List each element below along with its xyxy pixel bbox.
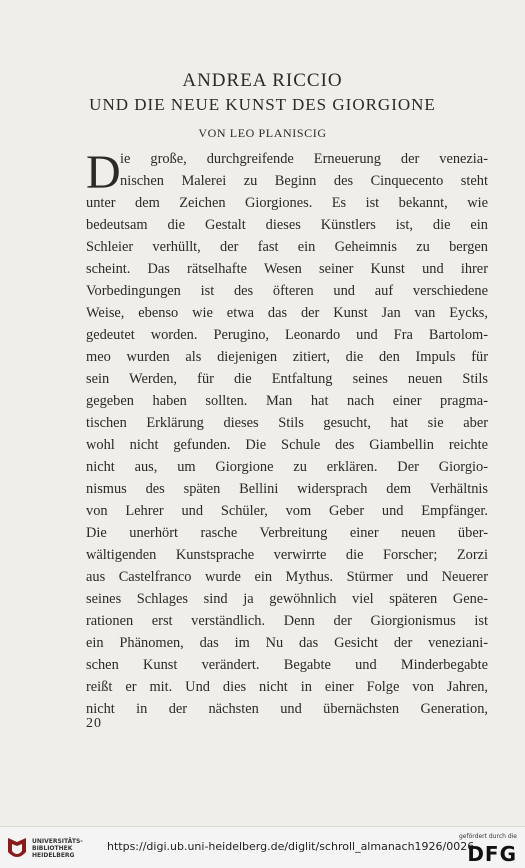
title-line-1: ANDREA RICCIO	[182, 70, 343, 91]
text-line: seines Schlages sind ja gewöhnlich viel späteren Gene-	[86, 591, 488, 607]
text-line: tischen Erklärung dieses Stils gesucht, hat sie aber	[86, 415, 488, 431]
byline: VON LEO PLANISCIG	[198, 126, 327, 140]
drop-cap: D	[86, 146, 121, 199]
text-line: Schleier verhüllt, der fast ein Geheimnis zu bergen	[86, 239, 488, 255]
body-text	[86, 148, 488, 720]
text-line: wohl nicht gefunden. Die Schule des Giambellin reichte	[86, 437, 488, 453]
text-line: nicht in der nächsten und übernächsten Generation,	[86, 701, 488, 717]
text-line: gegeben haben sollten. Man hat nach einer pragma-	[86, 393, 488, 409]
text-line: aus Castelfranco wurde ein Mythus. Stürmer und Neuerer	[86, 569, 488, 585]
text-line: Vorbedingungen ist des öfteren und auf verschiedene	[86, 283, 488, 299]
text-line: nismus des späten Bellini widersprach dem Verhältnis	[86, 481, 488, 497]
text-line: ein Phänomen, das im Nu das Gesicht der veneziani-	[86, 635, 488, 651]
page-url-link[interactable]: https://digi.ub.uni-heidelberg.de/diglit/schroll_almanach1926/0026	[107, 840, 475, 853]
text-line: schen Kunst verändert. Begabte und Minderbegabte	[86, 657, 488, 673]
dfg-funding-label: gefördert durch die	[459, 833, 517, 840]
dfg-logo[interactable]: DFG	[467, 842, 517, 866]
text-line: gedeutet worden. Perugino, Leonardo und Fra Bartolom-	[86, 327, 488, 343]
text-line: Weise, ebenso wie etwa das der Kunst Jan van Eycks,	[86, 305, 488, 321]
text-line: von Lehrer und Schüler, vom Geber und Empfänger.	[86, 503, 488, 519]
viewer-footer	[0, 826, 525, 868]
library-seal-icon	[6, 836, 28, 862]
library-logo-text: UNIVERSITÄTS- BIBLIOTHEK HEIDELBERG	[32, 838, 83, 859]
text-line: nischen Malerei zu Beginn des Cinquecento steht	[120, 173, 488, 189]
text-line: rationen erst verständlich. Denn der Giorgionismus ist	[86, 613, 488, 629]
text-line: scheint. Das rätselhafte Wesen seiner Kunst und ihrer	[86, 261, 488, 277]
text-line: bedeutsam die Gestalt dieses Künstlers ist, die ein	[86, 217, 488, 233]
text-line: reißt er mit. Und dies nicht in einer Folge von Jahren,	[86, 679, 488, 695]
text-line: sein Werden, für die Entfaltung seines neuen Stils	[86, 371, 488, 387]
text-line: meo wurden als diejenigen zitiert, die den Impuls für	[86, 349, 488, 365]
page-number: 20	[86, 716, 102, 731]
text-line: Die unerhört rasche Verbreitung einer neuen über-	[86, 525, 488, 541]
text-line: wältigenden Kunstsprache verwirrte die Forscher; Zorzi	[86, 547, 488, 563]
title-line-2: UND DIE NEUE KUNST DES GIORGIONE	[89, 95, 436, 114]
text-line: unter dem Zeichen Giorgiones. Es ist bekannt, wie	[86, 195, 488, 211]
text-line: nicht aus, um Giorgione zu erklären. Der Giorgio-	[86, 459, 488, 475]
library-logo[interactable]	[6, 836, 96, 862]
text-line: ie große, durchgreifende Erneuerung der venezia-	[120, 151, 488, 167]
